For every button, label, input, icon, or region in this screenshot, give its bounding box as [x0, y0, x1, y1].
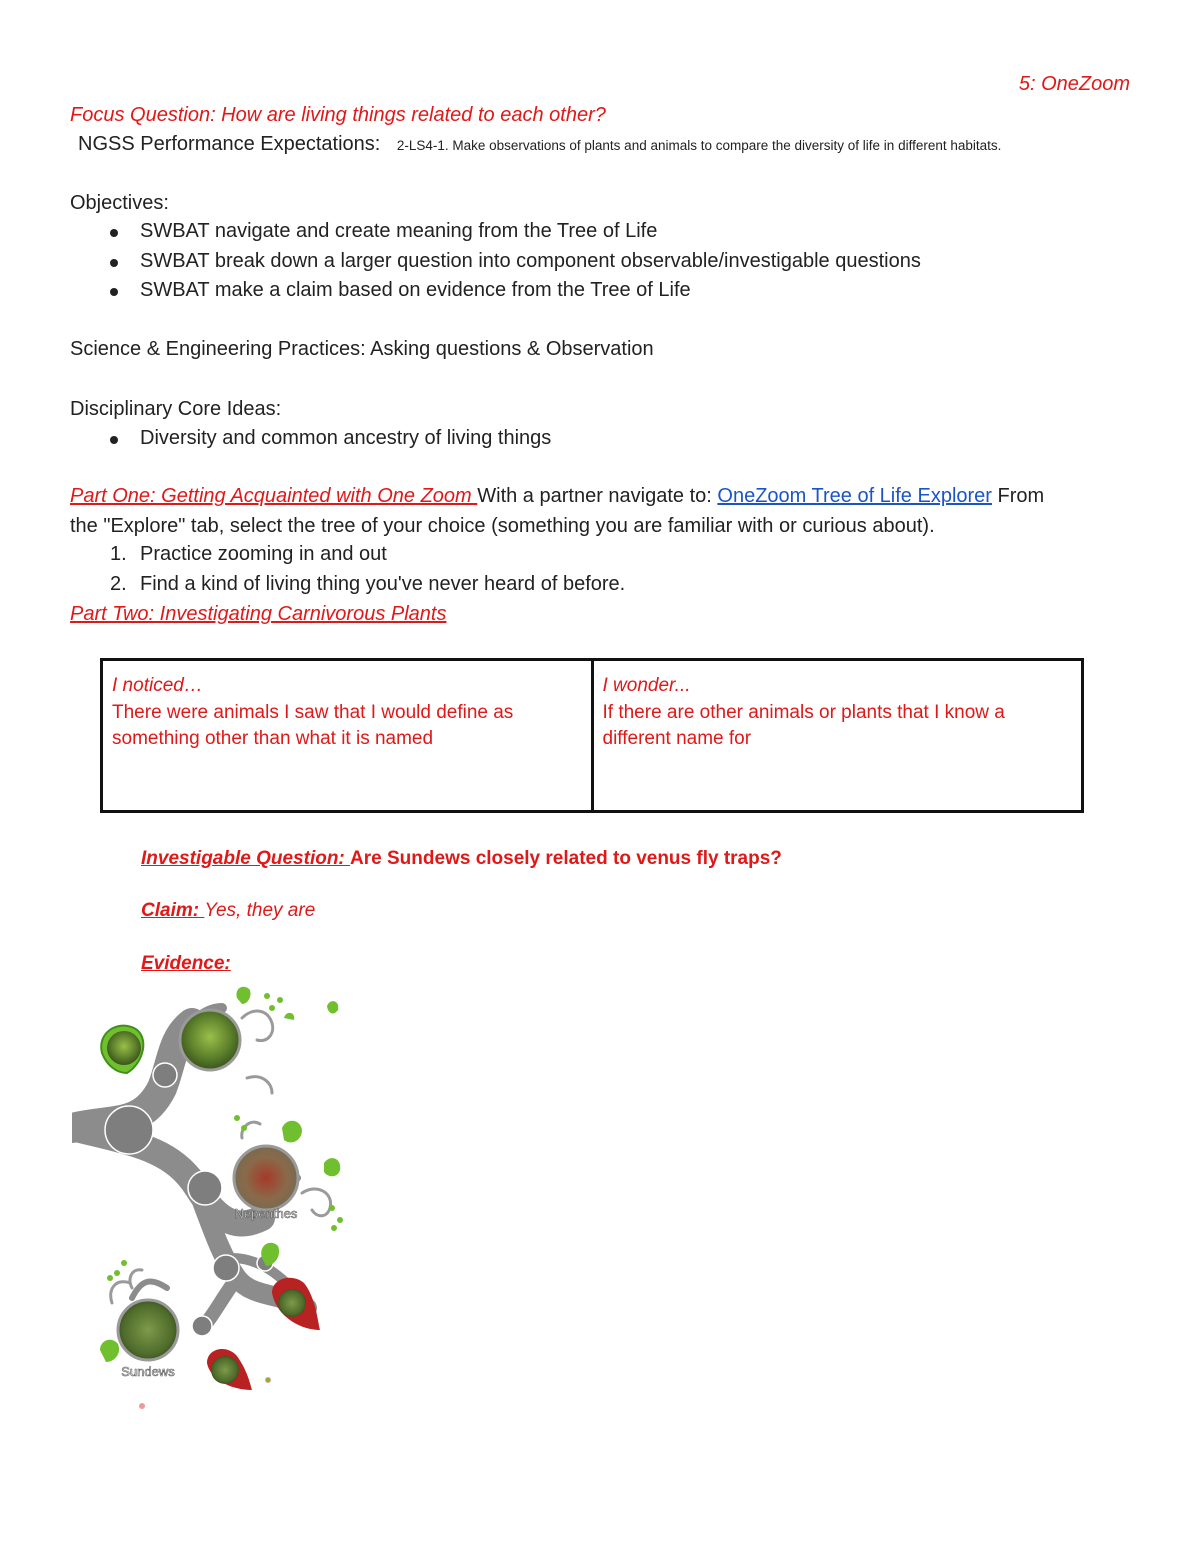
ngss-label: NGSS Performance Expectations:: [78, 133, 381, 155]
step-text: Find a kind of living thing you've never heard of before.: [140, 572, 626, 595]
notice-text-2: something other than what it is named: [112, 728, 434, 749]
wonder-text-1: If there are other animals or plants that I know a: [602, 701, 1005, 723]
investigable-question: [141, 848, 782, 870]
part-one-after-link: From: [991, 485, 1045, 507]
part-one-title: Part One: Getting Acquainted with One Zoom: [70, 485, 478, 507]
part-one-line: [70, 485, 1044, 508]
claim: [141, 900, 315, 922]
nepenthes-label: Nepenthes: [234, 1206, 298, 1221]
wonder-text-2: different name for: [602, 728, 752, 749]
claim-text: Yes, they are: [204, 900, 316, 921]
part-two-title: Part Two: Investigating Carnivorous Plants: [70, 603, 447, 625]
question-label: Investigable Question:: [141, 848, 351, 869]
ngss-text: 2-LS4-1. Make observations of plants and animals to compare the diversity of life in different habitats.: [396, 138, 1002, 153]
step-item: [70, 540, 1070, 570]
wonder-cell: [592, 660, 1083, 812]
objective-item: SWBAT break down a larger question into component observable/investigable questions: [70, 247, 1070, 277]
claim-label: Claim:: [141, 900, 205, 921]
objective-item: SWBAT navigate and create meaning from the Tree of Life: [70, 217, 1070, 247]
tree-of-life-image: [72, 978, 352, 1413]
part-one-steps: [70, 540, 1070, 599]
practices-line: Science & Engineering Practices: Asking questions & Observation: [70, 338, 654, 360]
part-one-intro: With a partner navigate to:: [477, 485, 718, 507]
evidence-label: Evidence:: [141, 953, 231, 974]
sundews-label: Sundews: [121, 1364, 175, 1379]
step-text: Practice zooming in and out: [140, 543, 387, 565]
objectives-list: [70, 217, 1070, 306]
notice-cell: [102, 660, 593, 812]
page-label: 5: OneZoom: [1018, 73, 1130, 95]
dci-item: Diversity and common ancestry of living things: [70, 424, 1070, 454]
dci-title: Disciplinary Core Ideas:: [70, 398, 282, 420]
ngss-line: [78, 133, 1001, 156]
objective-item: SWBAT make a claim based on evidence from the Tree of Life: [70, 276, 1070, 306]
step-item: [70, 570, 1070, 600]
wonder-heading: I wonder...: [602, 675, 691, 696]
notice-wonder-table: [100, 658, 1084, 813]
objectives-title: Objectives:: [70, 192, 169, 214]
notice-text-1: There were animals I saw that I would define as: [112, 701, 514, 723]
onezoom-link[interactable]: OneZoom Tree of Life Explorer: [717, 485, 992, 507]
step-number: 2.: [110, 572, 127, 595]
dci-list: [70, 424, 1070, 454]
question-text: Are Sundews closely related to venus fly traps?: [350, 848, 782, 869]
notice-heading: I noticed…: [112, 675, 203, 696]
step-number: 1.: [110, 543, 127, 565]
part-one-line2: the "Explore" tab, select the tree of your choice (something you are familiar with or curious about).: [70, 515, 935, 537]
focus-question: Focus Question: How are living things related to each other?: [70, 104, 606, 126]
